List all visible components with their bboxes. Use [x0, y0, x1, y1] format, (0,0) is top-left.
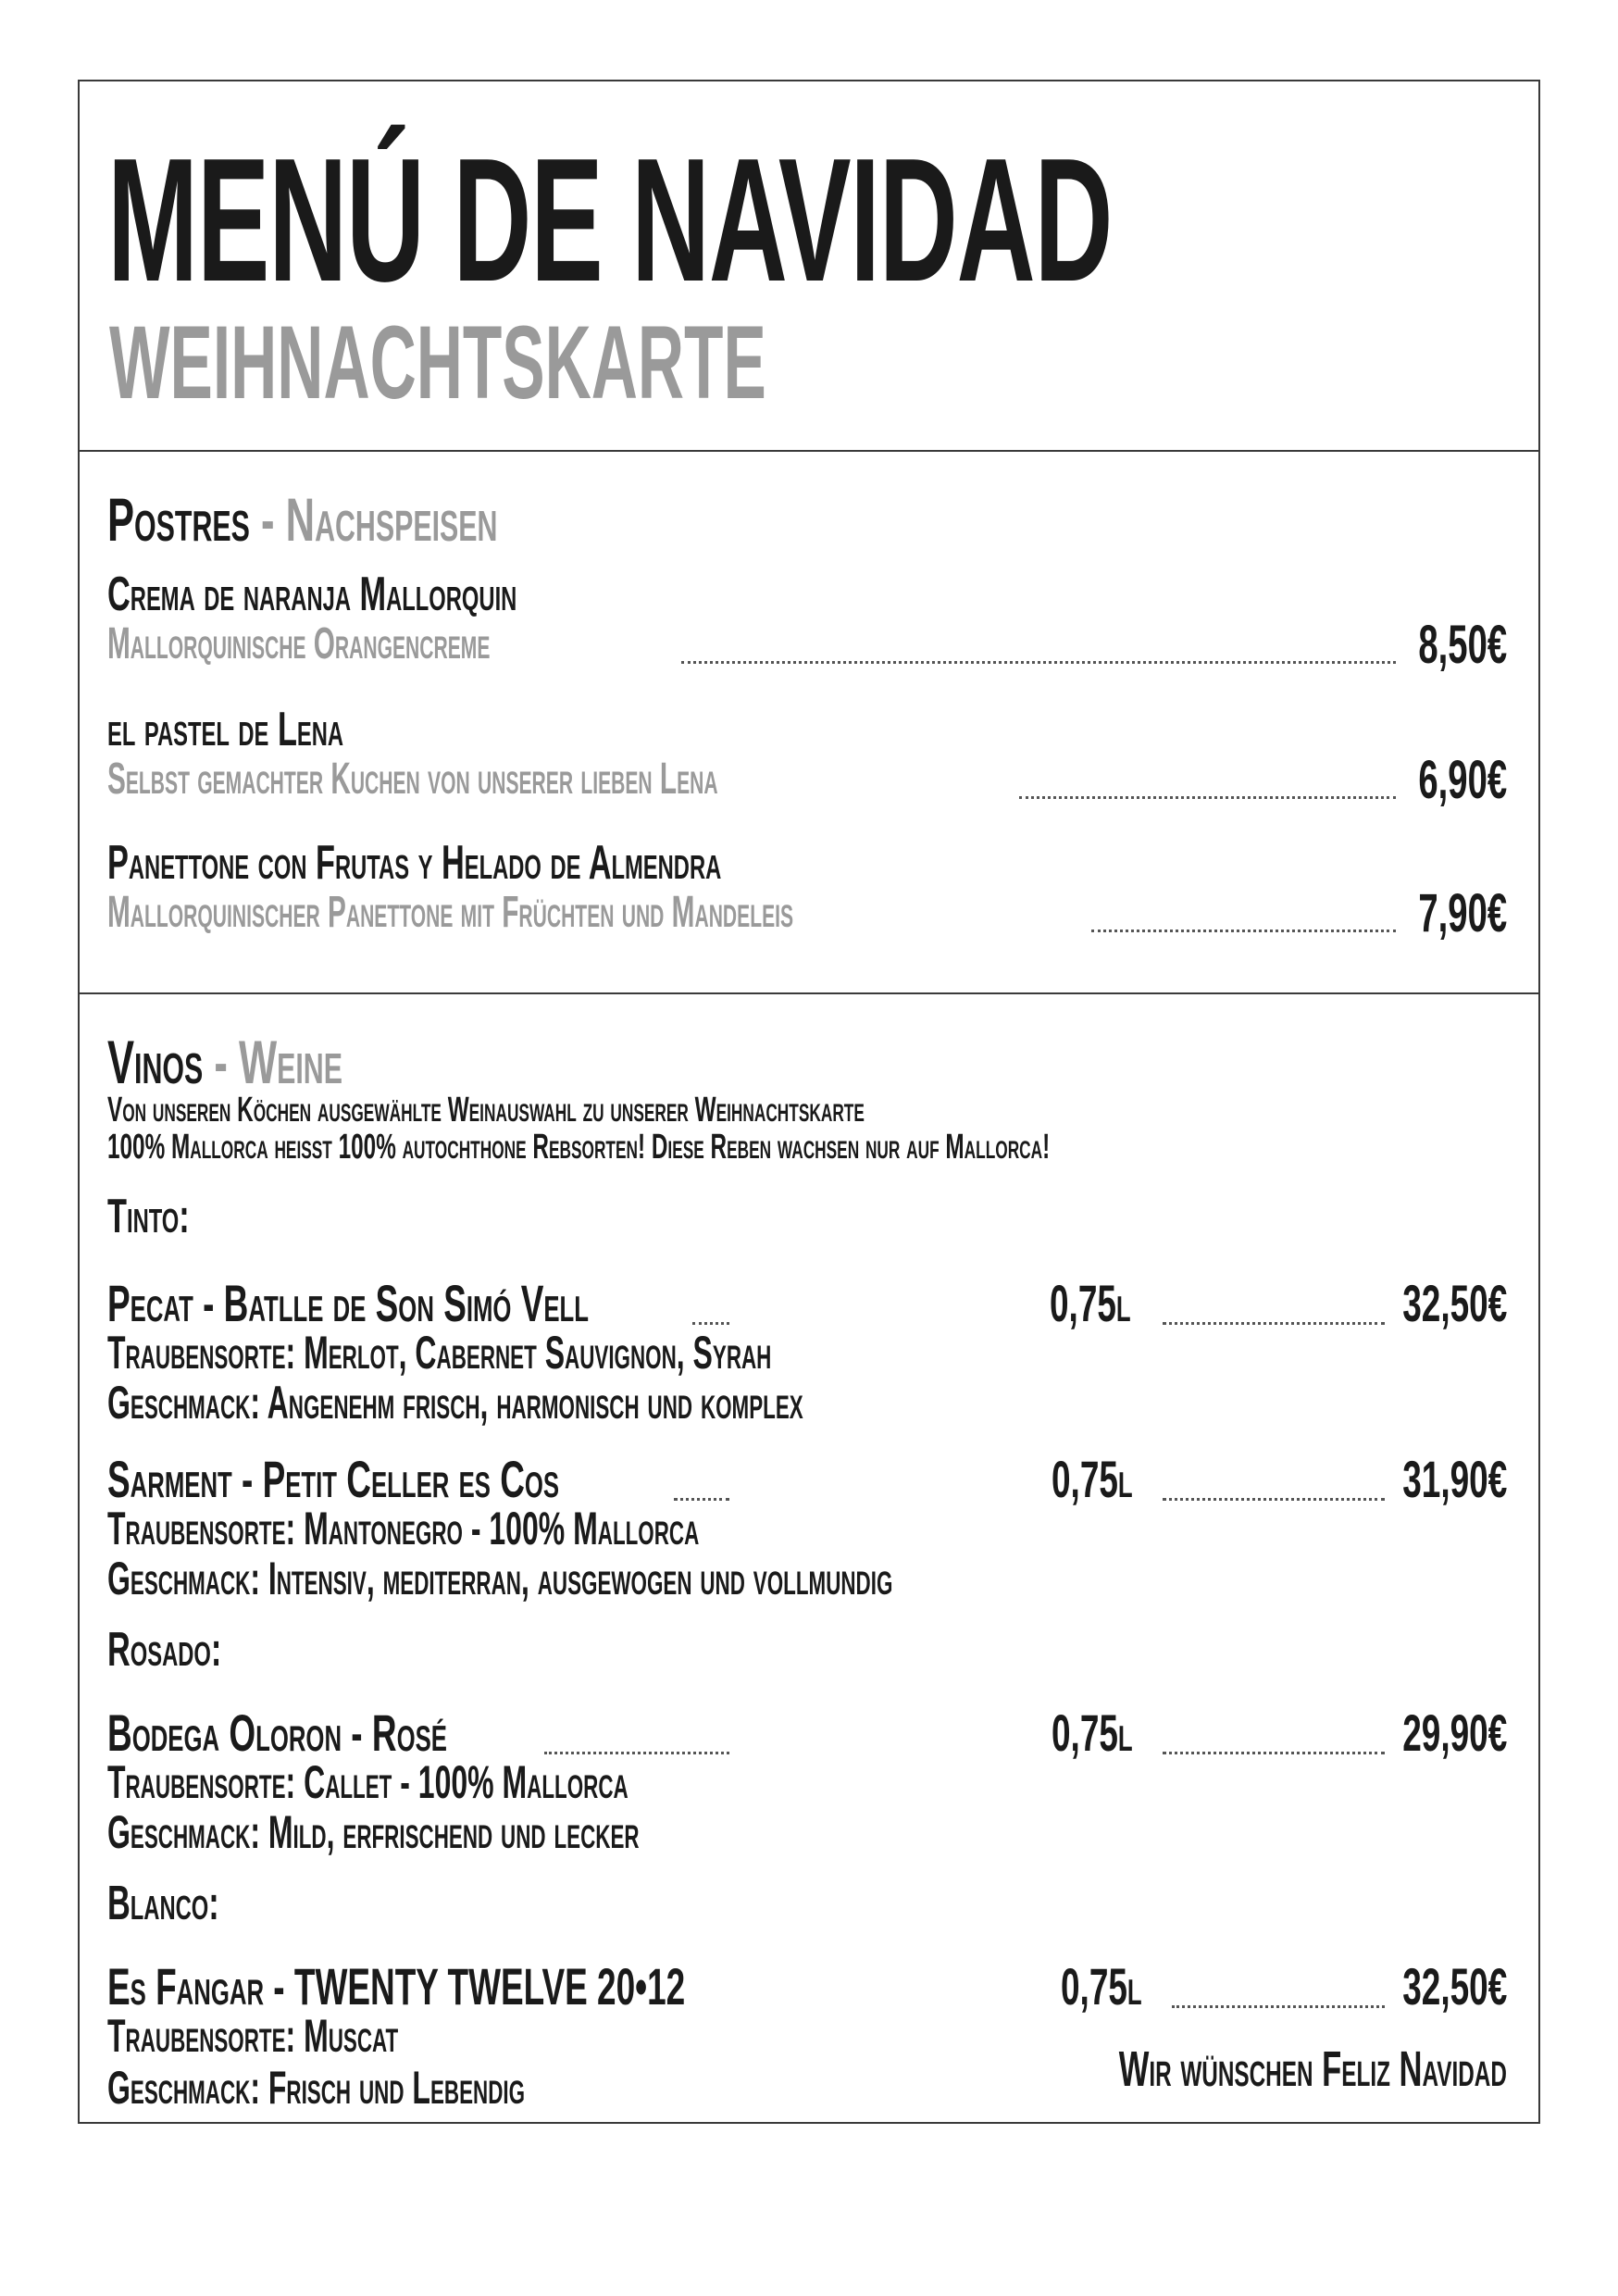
dish-row [107, 615, 1507, 675]
menu-subtitle: WEIHNACHTSKARTE [109, 305, 766, 420]
wine-volume: 0,75l [1061, 1957, 1142, 2015]
dot-leader [1163, 1322, 1385, 1325]
wine-row [107, 1450, 1507, 1508]
wine-taste: Geschmack: Frisch und Lebendig [107, 2062, 526, 2114]
wine-taste: Geschmack: Angenehm frisch, harmonisch und komplex [107, 1377, 803, 1429]
postres-section [80, 452, 1538, 994]
dot-leader [674, 1498, 729, 1501]
wine-grapes: Traubensorte: Merlot, Cabernet Sauvignon, Syrah [107, 1327, 772, 1379]
wine-price: 31,90€ [1401, 1450, 1507, 1508]
wine-row [107, 1957, 1507, 2015]
postres-title-es: Postres [107, 485, 250, 554]
wine-taste: Geschmack: Intensiv, mediterran, ausgewogen und vollmundig [107, 1553, 893, 1604]
dish-name-de: Selbst gemachter Kuchen von unserer lieben Lena [107, 755, 718, 804]
wine-grapes: Traubensorte: Mantonegro - 100% Mallorca [107, 1503, 700, 1554]
dish-row [107, 750, 1507, 810]
wine-row [107, 1274, 1507, 1332]
dish-price: 7,90€ [1418, 883, 1507, 943]
menu-title: MENÚ DE NAVIDAD [107, 122, 1113, 318]
wine-name: Sarment - Petit Celler es Cos [107, 1450, 560, 1508]
wine-name: Bodega Oloron - Rosé [107, 1703, 447, 1762]
wine-name: Pecat - Batlle de Son Simó Vell [107, 1274, 589, 1332]
wine-taste: Geschmack: Mild, erfrischend und lecker [107, 1806, 640, 1858]
category-tinto: Tinto: [107, 1190, 190, 1243]
dot-leader [681, 661, 1396, 664]
dot-leader [1163, 1498, 1385, 1501]
dot-leader [1163, 1752, 1385, 1754]
dish-name-de: Mallorquinische Orangencreme [107, 619, 491, 668]
menu-card [78, 80, 1540, 2124]
wine-volume: 0,75l [1052, 1703, 1133, 1762]
wine-price: 32,50€ [1401, 1957, 1507, 2015]
dot-leader [1172, 2005, 1385, 2008]
vinos-title-de: Weine [238, 1028, 342, 1096]
wine-price: 32,50€ [1401, 1274, 1507, 1332]
vinos-heading [107, 1028, 342, 1096]
vinos-intro: Von unseren Köchen ausgewählte Weinauswahl zu unserer Weihnachtskarte [107, 1091, 865, 1129]
dish-name-es: Crema de naranja Mallorquin [107, 568, 517, 621]
dish-name-es: el pastel de Lena [107, 703, 344, 756]
postres-heading [107, 485, 498, 554]
dot-leader [544, 1752, 729, 1754]
dish-row [107, 883, 1507, 943]
dish-name-de: Mallorquinischer Panettone mit Früchten und Mandeleis [107, 888, 794, 937]
wine-price: 29,90€ [1401, 1703, 1507, 1762]
vinos-intro: 100% Mallorca heisst 100% autochthone Rebsorten! Diese Reben wachsen nur auf Mallorca! [107, 1128, 1051, 1167]
dish-price: 6,90€ [1418, 750, 1507, 810]
menu-header [80, 81, 1538, 452]
wine-volume: 0,75l [1052, 1450, 1133, 1508]
wine-grapes: Traubensorte: Muscat [107, 2010, 399, 2062]
dot-leader [692, 1322, 729, 1325]
dish-name-es: Panettone con Frutas y Helado de Almendra [107, 836, 722, 890]
closing-greeting: Wir wünschen Feliz Navidad [1118, 2041, 1507, 2097]
category-rosado: Rosado: [107, 1623, 222, 1677]
vinos-section [80, 994, 1538, 2122]
category-blanco: Blanco: [107, 1877, 219, 1930]
dot-leader [1019, 796, 1396, 799]
wine-name: Es Fangar - TWENTY TWELVE 20•12 [107, 1957, 686, 2015]
wine-row [107, 1703, 1507, 1762]
postres-separator: - [249, 485, 286, 554]
postres-title-de: Nachspeisen [285, 485, 498, 554]
vinos-separator: - [203, 1028, 239, 1096]
vinos-title-es: Vinos [107, 1028, 204, 1096]
dish-price: 8,50€ [1418, 615, 1507, 675]
dot-leader [1091, 930, 1396, 932]
wine-volume: 0,75l [1050, 1274, 1131, 1332]
wine-grapes: Traubensorte: Callet - 100% Mallorca [107, 1756, 629, 1808]
